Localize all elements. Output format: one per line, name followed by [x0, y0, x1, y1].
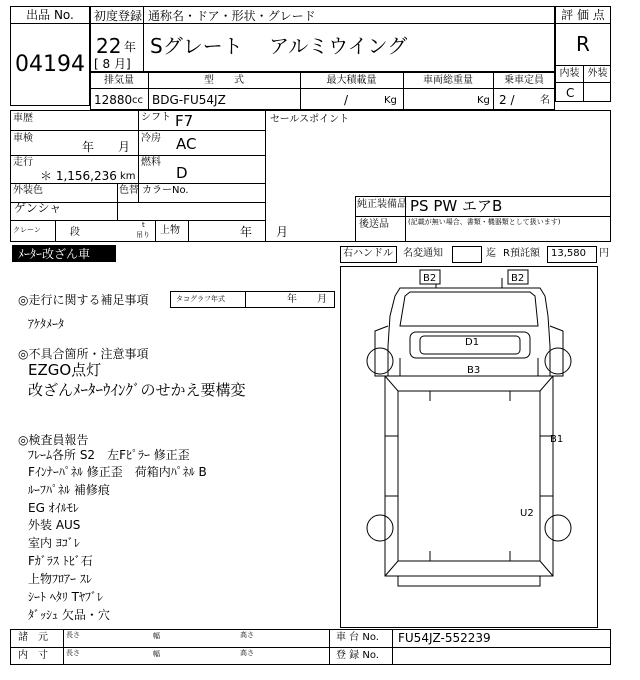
aftermarket-label: 後送品 — [359, 219, 389, 230]
lot-number: 04194 — [15, 52, 85, 77]
inspector-item: EG ｵｲﾙﾓﾚ — [28, 501, 79, 515]
name-change-box — [452, 246, 482, 263]
dispose-label: 迄 — [486, 248, 496, 259]
inspector-item: 室内 ﾖｺﾞﾚ — [28, 536, 80, 550]
displacement-unit: cc — [132, 95, 143, 106]
capacity-label: 乗車定員 — [504, 75, 544, 86]
first-reg-year-unit: 年 — [124, 40, 137, 54]
inspection-value: 年 月 — [82, 140, 131, 154]
sales-point-label: セールスポイント — [270, 114, 350, 125]
mileage-value: ＊ 1,156,236 — [40, 169, 117, 183]
tampered-meter-badge: ﾒｰﾀｰ改ざん車 — [12, 245, 116, 262]
name-change-label: 名変通知 — [403, 248, 443, 259]
inspector-item: ｼｰﾄ ﾍﾀﾘ Tﾔﾌﾞﾚ — [28, 590, 103, 604]
inspector-item: Fｶﾞﾗｽ ﾄﾋﾞ石 — [28, 554, 93, 568]
inspector-item: ﾌﾚｰﾑ各所 S2 左Fﾋﾟﾗｰ 修正歪 — [28, 448, 190, 462]
driving-note: ｱｹﾀﾒｰﾀ — [28, 317, 65, 331]
length-label: 長さ — [66, 649, 80, 657]
type-value: BDG-FU54JZ — [152, 93, 226, 107]
color-change-label: 色替 — [119, 185, 139, 196]
inspection-label: 車検 — [13, 133, 33, 144]
displacement-value: 12880 — [94, 93, 133, 107]
damage-mark-U2: U2 — [520, 508, 534, 519]
mileage-label: 走行 — [13, 157, 33, 168]
aftermarket-note: (記載が無い場合、書類・機器類として扱います) — [408, 218, 561, 226]
inspector-item: ﾙｰﾌﾊﾟﾈﾙ 補修痕 — [28, 483, 110, 497]
load-slash: / — [344, 93, 349, 107]
genuine-equip-value: PS PW エアB — [410, 197, 503, 215]
model-name: Sグレート アルミウイング — [150, 34, 408, 58]
interior-grade-label: 内装 — [559, 68, 580, 79]
fuel-label: 燃料 — [141, 157, 161, 168]
width-label: 幅 — [153, 650, 160, 658]
registration-label: 登 録 No. — [336, 650, 379, 661]
gross-label: 車両総重量 — [423, 75, 473, 86]
dims-label: 諸 元 — [18, 632, 48, 643]
load-label: 最大積載量 — [326, 75, 377, 86]
model-label: 通称名・ドア・形状・グレード — [148, 9, 316, 23]
gross-unit: Kg — [477, 95, 490, 106]
driving-notes-title: ◎走行に関する補足事項 — [18, 293, 149, 307]
damage-mark-B2-left: B2 — [423, 273, 437, 284]
damage-mark-D1: D1 — [465, 337, 480, 348]
displacement-label: 排気量 — [104, 75, 134, 86]
interior-grade: C — [566, 86, 575, 100]
truck-diagram — [340, 266, 598, 628]
inspector-item: ﾀﾞｯｼｭ 欠品・穴 — [28, 608, 110, 622]
recycle-unit: 円 — [599, 248, 609, 259]
height-label: 高さ — [240, 631, 254, 639]
first-reg-year: 22 — [96, 34, 122, 58]
height-label: 高さ — [240, 649, 254, 657]
color-value: ゲンシャ — [14, 201, 62, 215]
aircon-label: 冷房 — [141, 133, 161, 144]
damage-mark-B3: B3 — [467, 365, 481, 376]
first-reg-month: [ 8 月] — [94, 57, 131, 71]
inspector-item: Fｲﾝﾅｰﾊﾟﾈﾙ 修正歪 荷箱内ﾊﾟﾈﾙ B — [28, 465, 207, 479]
crane-tsuri: 吊り — [136, 231, 150, 239]
crane-ton: t — [142, 221, 145, 229]
color-code-label: カラーNo. — [142, 185, 189, 196]
crane-steps: 段 — [70, 227, 80, 238]
body-value: 年 月 — [240, 225, 289, 239]
recycle-value: 13,580 — [551, 248, 586, 259]
defects-title: ◎不具合箇所・注意事項 — [18, 347, 149, 361]
inspector-title: ◎検査員報告 — [18, 433, 89, 447]
defect-item: 改ざんﾒｰﾀｰｳｲﾝｸﾞのせかえ要構変 — [28, 381, 246, 399]
history-label: 車歴 — [13, 113, 33, 124]
interior-dims-label: 内 寸 — [18, 650, 48, 661]
load-unit: Kg — [384, 95, 397, 106]
body-label: 上物 — [160, 225, 180, 236]
defect-item: EZGO点灯 — [28, 361, 102, 379]
tacho-value: 年 月 — [287, 294, 327, 305]
tacho-label: タコグラフ年式 — [176, 295, 225, 303]
genuine-equip-label: 純正装備品 — [357, 199, 407, 210]
inspector-item: 上物ﾌﾛｱｰ ｽﾚ — [28, 572, 92, 586]
damage-mark-B2-right: B2 — [511, 273, 525, 284]
type-label: 型 式 — [204, 75, 244, 86]
chassis-number: FU54JZ-552239 — [398, 631, 491, 645]
inspector-item: 外装 AUS — [28, 518, 81, 532]
capacity-unit: 名 — [540, 95, 550, 106]
aircon-value: AC — [176, 135, 197, 153]
crane-label: クレーン — [13, 226, 41, 234]
rhd-label: 右ハンドル — [343, 248, 393, 259]
length-label: 長さ — [66, 631, 80, 639]
exterior-grade-label: 外装 — [587, 68, 608, 79]
shift-label: シフト — [141, 112, 171, 123]
score-value: R — [576, 32, 590, 56]
damage-mark-B1: B1 — [550, 434, 564, 445]
color-label: 外装色 — [13, 185, 43, 196]
shift-value: F7 — [175, 112, 194, 130]
lot-label: 出品 No. — [26, 8, 74, 22]
mileage-unit: km — [120, 171, 136, 182]
recycle-label: R預託額 — [503, 248, 540, 259]
width-label: 幅 — [153, 632, 160, 640]
fuel-value: D — [176, 164, 188, 182]
score-label: 評 価 点 — [561, 8, 605, 22]
first-reg-label: 初度登録 — [94, 9, 143, 23]
capacity-value: 2 / — [499, 93, 515, 107]
chassis-label: 車 台 No. — [336, 632, 379, 643]
